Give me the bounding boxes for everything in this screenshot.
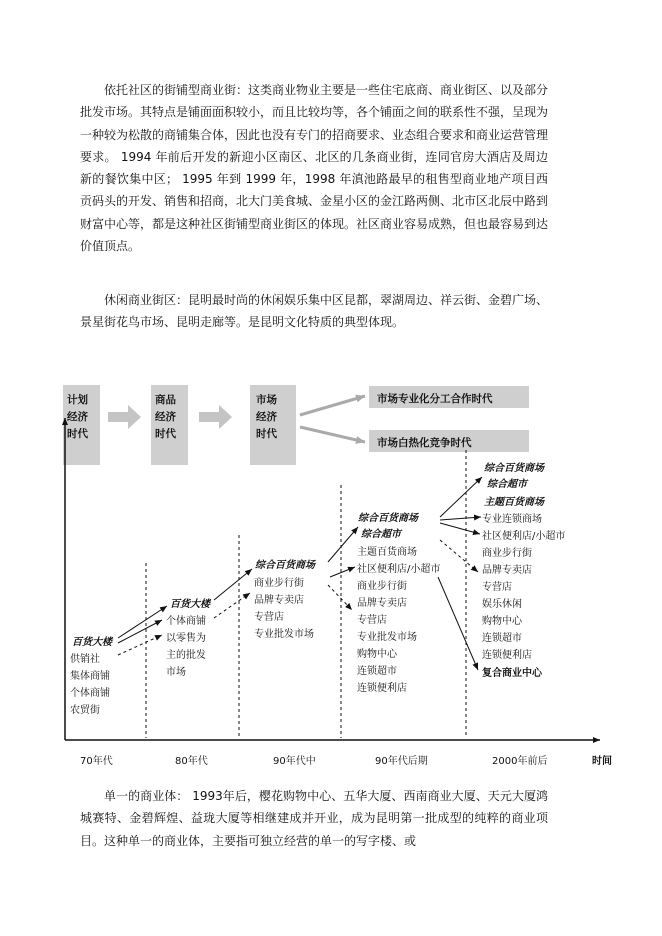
- stage1-title: 百货大楼: [72, 637, 112, 648]
- stage1-item: 供销社: [70, 654, 100, 665]
- gray-branch-down: [300, 427, 365, 442]
- dashed-arrow-s2-s3: [214, 593, 250, 618]
- axis-unit-time: 时间: [592, 756, 612, 767]
- axis-label-2000: 2000年前后: [492, 756, 548, 767]
- stage3-item: 专营店: [254, 612, 284, 623]
- stage5-item: 商业步行街: [482, 548, 532, 559]
- stage4-item: 品牌专卖店: [357, 598, 407, 609]
- stage5-item: 专营店: [482, 582, 512, 593]
- era-box-commodity-line3: 时代: [155, 428, 176, 440]
- stage2-title: 百货大楼: [170, 599, 210, 610]
- axis-label-80s: 80年代: [175, 756, 208, 767]
- stage2-item: 以零售为: [166, 633, 206, 644]
- stage1-item: 个体商铺: [70, 688, 110, 699]
- gray-arrow-1: [108, 405, 141, 429]
- era-box-commodity-line2: 经济: [155, 411, 176, 423]
- arrow-s4-s5c: [440, 523, 480, 534]
- stage5-title: 综合超市: [487, 479, 527, 490]
- era-box-market-line1: 市场: [256, 394, 277, 406]
- stage5-item: 连锁超市: [482, 633, 522, 644]
- future-box-specialization-label: 市场专业化分工合作时代: [377, 393, 493, 405]
- arrow-s3-s4b: [330, 567, 355, 577]
- stage4-item: 社区便利店/小超市: [357, 564, 441, 575]
- arrow-s3-s4: [328, 527, 358, 562]
- arrow-s1-s2: [118, 606, 167, 638]
- stage5-title: 主题百货商场: [484, 497, 544, 508]
- dashed-arrow-s1-s2: [118, 635, 162, 655]
- stage3-title: 综合百货商场: [255, 560, 315, 571]
- era-box-market-line2: 经济: [256, 411, 277, 423]
- gray-branch-up: [300, 396, 365, 415]
- commerce-evolution-diagram: [0, 380, 662, 780]
- stage2-item: 市场: [166, 667, 186, 678]
- stage5-item: 娱乐休闲: [482, 599, 522, 610]
- stage1-item: 集体商铺: [70, 671, 110, 682]
- stage1-item: 农贸街: [70, 705, 100, 716]
- era-box-planned-line3: 时代: [67, 428, 88, 440]
- stage4-item: 连锁便利店: [357, 683, 407, 694]
- era-box-planned-line1: 计划: [67, 394, 88, 406]
- arrow-s4-complex: [438, 577, 478, 670]
- paragraph-community-street: 依托社区的街铺型商业街：这类商业物业主要是一些住宅底商、商业街区、以及部分批发市场。其特点是铺面面积较小，而且比较均等，各个铺面之间的联系性不强，呈现为一种较为松散的商铺集合体，因此也没有专门的招商要求、业态组合要求和商业运营管理要求。 1994 年前后开发的新迎小区南区、北区的几条商业街，连同官房大酒店及周边新的餐饮集中区； 1995 年到 1999 年，1998 年滇池路最早的租售型商业地产项目西贡码头的开发、销售和招商，北大门美食城、金星小区的金江路两侧、北市区北辰中路到财富中心等，都是这种社区街铺型商业街区的体现。社区商业容易成熟，但也最容易到达价值顶点。: [80, 83, 549, 254]
- axis-label-70s: 70年代: [80, 756, 113, 767]
- stage4-item: 专营店: [357, 615, 387, 626]
- stage4-item: 主题百货商场: [357, 547, 417, 558]
- gray-arrow-2: [199, 405, 232, 429]
- dashed-arrow-s3-s4: [328, 585, 352, 610]
- stage5-item: 连锁便利店: [482, 650, 532, 661]
- era-box-planned-line2: 经济: [67, 411, 88, 423]
- dashed-arrow-s4-s5: [440, 540, 478, 572]
- stage3-item: 专业批发市场: [254, 629, 314, 640]
- stage3-item: 品牌专卖店: [254, 595, 304, 606]
- stage5-item: 品牌专卖店: [482, 565, 532, 576]
- era-box-commodity-line1: 商品: [155, 394, 176, 406]
- era-box-market-line3: 时代: [256, 428, 277, 440]
- stage4-item: 专业批发市场: [357, 632, 417, 643]
- stage4-item: 商业步行街: [357, 581, 407, 592]
- future-box-competition-label: 市场白热化竞争时代: [377, 437, 472, 449]
- stage3-item: 商业步行街: [254, 578, 304, 589]
- arrow-s4-s5a: [440, 477, 482, 517]
- stage4-item: 购物中心: [357, 649, 397, 660]
- stage5-title: 综合百货商场: [484, 463, 544, 474]
- stage5-last: 复合商业中心: [482, 668, 542, 679]
- arrow-s2-s3: [214, 569, 252, 600]
- stage5-item: 社区便利店/小超市: [482, 531, 566, 542]
- paragraph-single-complex: 单一的商业体： 1993年后，樱花购物中心、五华大厦、西南商业大厦、天元大厦鸿城赛特、金碧辉煌、益珑大厦等相继建成并开业，成为昆明第一批成型的纯粹的商业项目。这种单一的商业体，主要指可独立经营的单一的写字楼、或: [80, 789, 548, 848]
- stage5-item: 购物中心: [482, 616, 522, 627]
- stage2-item: 个体商铺: [166, 616, 206, 627]
- stage4-item: 连锁超市: [357, 666, 397, 677]
- stage2-item: 主的批发: [166, 650, 206, 661]
- stage4-title: 综合超市: [361, 529, 401, 540]
- stage4-title: 综合百货商场: [358, 513, 418, 524]
- axis-label-late90s: 90年代后期: [375, 756, 428, 767]
- axis-label-mid90s: 90年代中: [273, 756, 316, 767]
- stage5-item: 专业连锁商场: [482, 514, 542, 525]
- arrow-s4-s5b: [440, 517, 481, 520]
- paragraph-leisure-district: 休闲商业街区：昆明最时尚的休闲娱乐集中区昆都，翠湖周边、祥云街、金碧广场、景星街花鸟市场、昆明走廊等。是昆明文化特质的典型体现。: [80, 293, 549, 330]
